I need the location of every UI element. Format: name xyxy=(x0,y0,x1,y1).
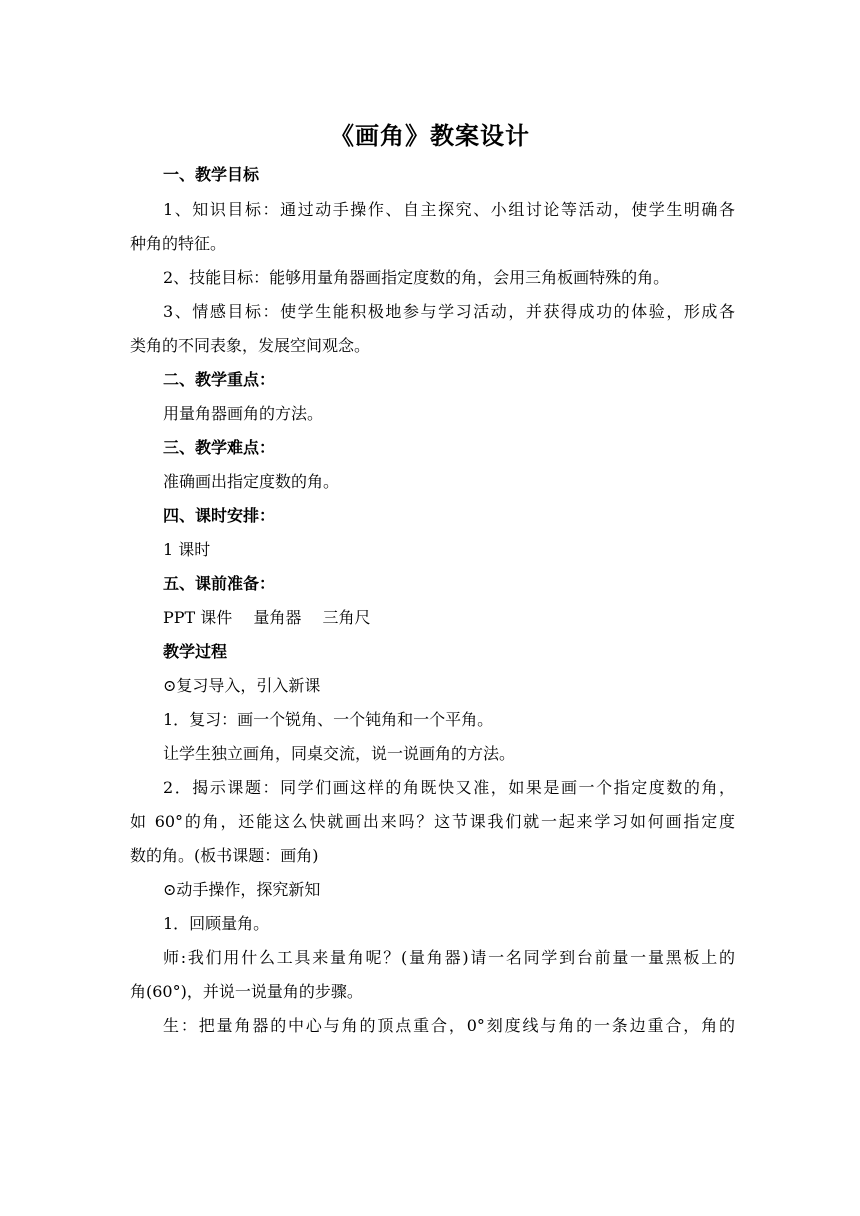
paragraph-line: 如 60°的角，还能这么快就画出来吗？这节课我们就一起来学习如何画指定度 xyxy=(130,812,735,831)
section-heading-preparation: 五、课前准备： xyxy=(163,574,276,593)
paragraph-line: 用量角器画角的方法。 xyxy=(163,404,324,423)
section-heading-process: 教学过程 xyxy=(163,642,228,661)
paragraph-line: ⊙动手操作，探究新知 xyxy=(163,880,321,899)
paragraph-line: 2、技能目标：能够用量角器画指定度数的角，会用三角板画特殊的角。 xyxy=(163,268,670,287)
paragraph-line: 让学生独立画角，同桌交流，说一说画角的方法。 xyxy=(163,744,516,763)
paragraph-line: 生：把量角器的中心与角的顶点重合，0°刻度线与角的一条边重合，角的 xyxy=(163,1016,735,1035)
paragraph-line: 准确画出指定度数的角。 xyxy=(163,472,340,491)
paragraph-line: ⊙复习导入，引入新课 xyxy=(163,676,321,695)
paragraph-line: 1、知识目标：通过动手操作、自主探究、小组讨论等活动，使学生明确各 xyxy=(163,200,735,219)
section-heading-schedule: 四、课时安排： xyxy=(163,506,276,525)
paragraph-line: 数的角。(板书课题：画角) xyxy=(130,846,319,865)
paragraph-line: 2．揭示课题：同学们画这样的角既快又准，如果是画一个指定度数的角， xyxy=(163,778,735,797)
paragraph-line: 类角的不同表象，发展空间观念。 xyxy=(130,336,371,355)
document-title: 《画角》教案设计 xyxy=(330,121,530,150)
paragraph-line: 种角的特征。 xyxy=(130,234,227,253)
paragraph-line: 1 课时 xyxy=(163,540,211,559)
paragraph-line: 1．回顾量角。 xyxy=(163,914,270,933)
paragraph-line: 角(60°)，并说一说量角的步骤。 xyxy=(130,982,363,1001)
paragraph-line: 1．复习：画一个锐角、一个钝角和一个平角。 xyxy=(163,710,494,729)
paragraph-line: 师:我们用什么工具来量角呢？(量角器)请一名同学到台前量一量黑板上的 xyxy=(163,948,735,967)
section-heading-difficulties: 三、教学难点： xyxy=(163,438,276,457)
section-heading-objectives: 一、教学目标 xyxy=(163,165,260,184)
paragraph-line: 3、情感目标：使学生能积极地参与学习活动，并获得成功的体验，形成各 xyxy=(163,302,735,321)
section-heading-key-points: 二、教学重点： xyxy=(163,370,276,389)
paragraph-line: PPT 课件 量角器 三角尺 xyxy=(163,608,371,627)
